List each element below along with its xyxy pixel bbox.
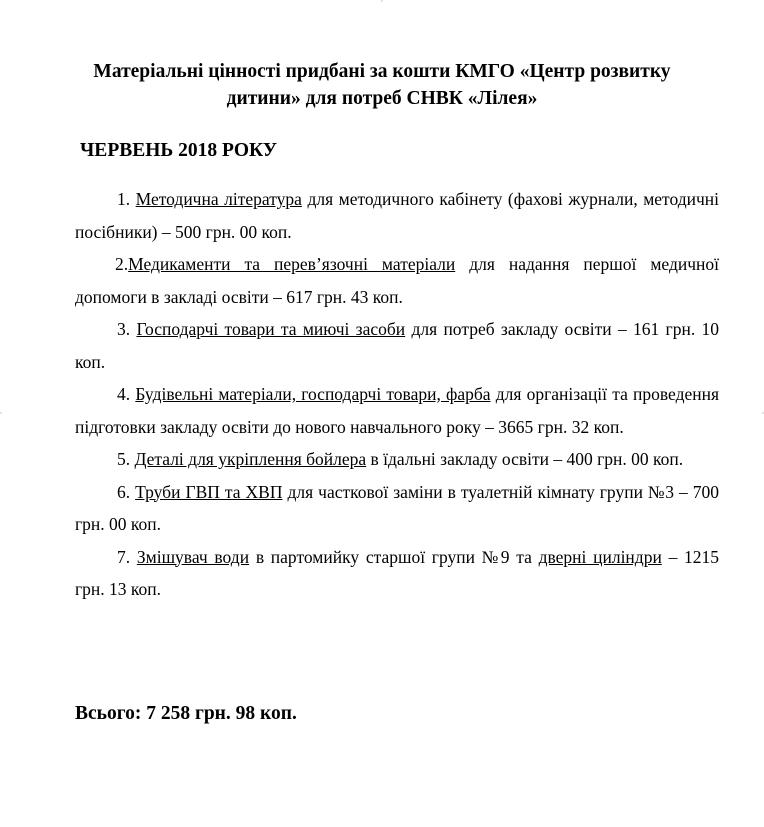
- item-underlined-title: Будівельні матеріали, господарчі товари, фарба: [135, 384, 491, 404]
- item-text: – 1215 грн. 13 коп.: [75, 546, 720, 599]
- list-item: [75, 443, 719, 476]
- list-item: [75, 248, 719, 313]
- list-item: [75, 476, 719, 541]
- item-underlined-title: Господарчі товари та миючі засоби: [136, 319, 406, 339]
- item-text: в їдальні закладу освіти – 400 грн. 00 коп.: [370, 449, 684, 469]
- item-number: 1.: [117, 189, 131, 209]
- item-underlined-title: Деталі для укріплення бойлера: [134, 449, 367, 469]
- item-number: 4.: [117, 384, 131, 404]
- item-number: 6.: [117, 481, 131, 502]
- item-underlined-title: Змішувач води: [136, 546, 250, 567]
- item-number: 5.: [117, 449, 131, 469]
- item-underlined-title-2: дверні циліндри: [538, 546, 662, 567]
- document-title: Матеріальні цінності придбані за кошти КМГО «Центр розвитку дитини» для потреб СНВК «Лілея»: [93, 61, 671, 109]
- total-sum: Всього: 7 258 грн. 98 коп.: [75, 703, 297, 724]
- list-item: [75, 313, 719, 378]
- item-text: для методичного кабінету (фахові журнали, методичні посібники) – 500 грн. 00 коп.: [75, 189, 720, 242]
- item-text: для часткової заміни в туалетній кімнату групи №3 – 700 грн. 00 коп.: [75, 481, 719, 534]
- item-number: 7.: [117, 546, 131, 567]
- list-item: [75, 378, 719, 443]
- item-text: для організації та проведення підготовки закладу освіти до нового навчального року – 3665 грн. 32 коп.: [75, 384, 720, 437]
- item-number: 3.: [117, 319, 131, 339]
- item-underlined-title: Медикаменти та перев’язочні матеріали: [128, 254, 456, 274]
- list-item: [75, 183, 719, 248]
- page-edge-mark: [381, 0, 383, 2]
- period-heading: ЧЕРВЕНЬ 2018 РОКУ: [80, 140, 278, 161]
- items-list: [75, 183, 719, 606]
- item-number: 2.: [115, 254, 129, 274]
- item-text-mid: в партомийку старшої групи №9 та: [255, 546, 532, 567]
- list-item: [75, 541, 719, 606]
- item-text: для потреб закладу освіти – 161 грн. 10 коп.: [75, 319, 720, 372]
- item-underlined-title: Методична література: [135, 189, 302, 209]
- item-underlined-title: Труби ГВП та ХВП: [135, 481, 283, 502]
- page-edge-mark: [0, 412, 2, 414]
- item-text: для надання першої медичної допомоги в закладі освіти – 617 грн. 43 коп.: [75, 254, 720, 307]
